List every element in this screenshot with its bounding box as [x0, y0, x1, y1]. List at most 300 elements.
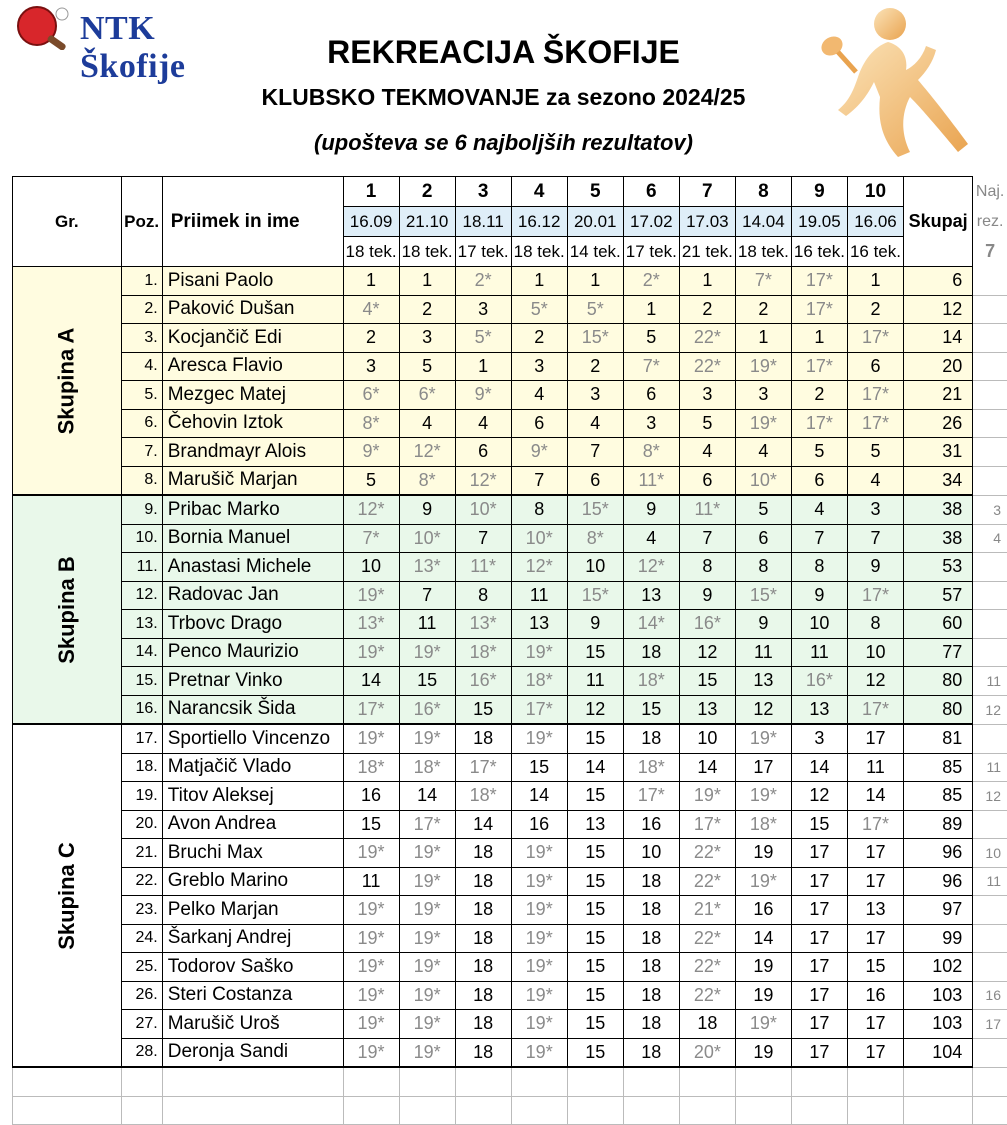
total-score: 89 — [904, 810, 973, 839]
round-result: 10 — [623, 839, 679, 868]
table-row — [13, 1010, 1007, 1039]
total-score: 12 — [904, 295, 973, 324]
round-result: 17* — [847, 324, 903, 353]
round-result: 7 — [455, 524, 511, 553]
best-result — [973, 324, 1007, 353]
total-score: 77 — [904, 638, 973, 667]
table-row — [13, 267, 1007, 296]
round-result: 17 — [791, 981, 847, 1010]
round-result: 19* — [735, 782, 791, 811]
round-result: 13 — [847, 896, 903, 925]
player-name: Aresca Flavio — [162, 352, 343, 381]
player-name: Penco Maurizio — [162, 638, 343, 667]
empty-cell — [567, 1096, 623, 1125]
round-result: 3 — [791, 724, 847, 753]
round-result: 1 — [399, 267, 455, 296]
position: 26. — [121, 981, 162, 1010]
total-score: 38 — [904, 495, 973, 524]
round-result: 19* — [343, 1010, 399, 1039]
round-result: 18* — [455, 782, 511, 811]
table-row — [13, 867, 1007, 896]
round-result: 17 — [847, 839, 903, 868]
round-result: 8* — [623, 438, 679, 467]
round-result: 15 — [847, 953, 903, 982]
empty-row — [13, 1067, 1007, 1096]
round-result: 10 — [343, 553, 399, 582]
empty-cell — [735, 1096, 791, 1125]
round-result: 8* — [399, 466, 455, 495]
round-result: 17 — [847, 924, 903, 953]
round-result: 8 — [791, 553, 847, 582]
player-name: Radovac Jan — [162, 581, 343, 610]
round-result: 13 — [679, 695, 735, 724]
round-result: 6 — [791, 466, 847, 495]
round-result: 9* — [343, 438, 399, 467]
empty-row — [13, 1096, 1007, 1125]
round-result: 6 — [735, 524, 791, 553]
round-result: 12* — [623, 553, 679, 582]
best-result: 17 — [973, 1010, 1007, 1039]
round-result: 15* — [567, 495, 623, 524]
round-result: 17* — [399, 810, 455, 839]
player-name: Pisani Paolo — [162, 267, 343, 296]
round-result: 19* — [511, 839, 567, 868]
empty-cell — [121, 1096, 162, 1125]
position: 12. — [121, 581, 162, 610]
player-name: Deronja Sandi — [162, 1038, 343, 1067]
round-result: 17* — [847, 381, 903, 410]
round-result: 2 — [511, 324, 567, 353]
table-row — [13, 553, 1007, 582]
table-row — [13, 1038, 1007, 1067]
empty-cell — [973, 1096, 1007, 1125]
round-result: 19* — [399, 867, 455, 896]
round-result: 18 — [623, 724, 679, 753]
player-name: Narancsik Šida — [162, 695, 343, 724]
total-score: 85 — [904, 753, 973, 782]
round-result: 10* — [399, 524, 455, 553]
round-result: 18 — [623, 981, 679, 1010]
best-result: 12 — [973, 695, 1007, 724]
position: 14. — [121, 638, 162, 667]
round-result: 19* — [511, 896, 567, 925]
best-result — [973, 638, 1007, 667]
round-result: 3 — [511, 352, 567, 381]
position: 2. — [121, 295, 162, 324]
round-result: 3 — [343, 352, 399, 381]
round-result: 3 — [623, 409, 679, 438]
round-result: 5* — [455, 324, 511, 353]
best-result — [973, 381, 1007, 410]
round-result: 12* — [511, 553, 567, 582]
round-date: 16.06 — [847, 207, 903, 237]
round-result: 18 — [455, 1010, 511, 1039]
table-row — [13, 466, 1007, 495]
empty-cell — [791, 1067, 847, 1096]
round-result: 11 — [791, 638, 847, 667]
table-row — [13, 324, 1007, 353]
round-result: 3 — [847, 495, 903, 524]
total-score: 99 — [904, 924, 973, 953]
round-result: 11 — [567, 667, 623, 696]
round-date: 21.10 — [399, 207, 455, 237]
empty-cell — [973, 1067, 1007, 1096]
round-result: 19* — [343, 924, 399, 953]
empty-cell — [343, 1067, 399, 1096]
round-result: 5 — [679, 409, 735, 438]
round-result: 7* — [623, 352, 679, 381]
round-result: 18 — [623, 896, 679, 925]
total-score: 104 — [904, 1038, 973, 1067]
round-result: 2 — [343, 324, 399, 353]
round-result: 19* — [343, 839, 399, 868]
round-result: 1 — [567, 267, 623, 296]
round-result: 15 — [399, 667, 455, 696]
header-best-label: rez. — [973, 207, 1007, 237]
round-result: 14 — [455, 810, 511, 839]
empty-cell — [791, 1096, 847, 1125]
table-row — [13, 924, 1007, 953]
empty-cell — [847, 1067, 903, 1096]
round-number: 10 — [847, 177, 903, 207]
round-result: 15* — [567, 324, 623, 353]
round-date: 17.02 — [623, 207, 679, 237]
round-result: 17* — [847, 695, 903, 724]
round-result: 17 — [847, 1038, 903, 1067]
round-result: 2 — [791, 381, 847, 410]
round-result: 15 — [567, 638, 623, 667]
round-result: 14 — [847, 782, 903, 811]
round-result: 14 — [735, 924, 791, 953]
player-name: Greblo Marino — [162, 867, 343, 896]
total-score: 97 — [904, 896, 973, 925]
round-result: 19* — [399, 638, 455, 667]
round-result: 12 — [735, 695, 791, 724]
round-result: 17 — [847, 1010, 903, 1039]
position: 7. — [121, 438, 162, 467]
round-result: 15 — [511, 753, 567, 782]
total-score: 14 — [904, 324, 973, 353]
round-result: 14 — [679, 753, 735, 782]
round-result: 18 — [623, 867, 679, 896]
round-result: 2 — [399, 295, 455, 324]
header-row-numbers — [13, 177, 1007, 207]
round-result: 15* — [567, 581, 623, 610]
round-result: 15 — [567, 1010, 623, 1039]
round-result: 8 — [455, 581, 511, 610]
round-result: 13 — [735, 667, 791, 696]
round-result: 11 — [399, 610, 455, 639]
empty-cell — [13, 1067, 122, 1096]
position: 10. — [121, 524, 162, 553]
round-result: 6 — [623, 381, 679, 410]
round-result: 15 — [567, 896, 623, 925]
round-result: 16* — [791, 667, 847, 696]
table-row — [13, 524, 1007, 553]
table-row — [13, 381, 1007, 410]
round-result: 5* — [567, 295, 623, 324]
best-result — [973, 610, 1007, 639]
round-result: 4 — [679, 438, 735, 467]
round-result: 19* — [343, 981, 399, 1010]
table-row — [13, 839, 1007, 868]
round-result: 15 — [623, 695, 679, 724]
round-result: 4 — [735, 438, 791, 467]
player-name: Trbovc Drago — [162, 610, 343, 639]
round-competitors: 17 tek. — [623, 237, 679, 267]
logo-text: NTK Škofije — [80, 10, 222, 86]
best-result: 4 — [973, 524, 1007, 553]
round-result: 13* — [455, 610, 511, 639]
round-result: 18 — [455, 867, 511, 896]
position: 23. — [121, 896, 162, 925]
round-result: 18* — [343, 753, 399, 782]
table-row — [13, 753, 1007, 782]
round-result: 9 — [735, 610, 791, 639]
round-result: 17 — [791, 953, 847, 982]
player-name: Bruchi Max — [162, 839, 343, 868]
position: 20. — [121, 810, 162, 839]
round-result: 7 — [399, 581, 455, 610]
total-score: 103 — [904, 981, 973, 1010]
round-result: 16 — [735, 896, 791, 925]
round-result: 15 — [567, 924, 623, 953]
round-result: 10* — [455, 495, 511, 524]
round-result: 8* — [343, 409, 399, 438]
round-result: 13 — [567, 810, 623, 839]
round-result: 9 — [679, 581, 735, 610]
round-result: 3 — [567, 381, 623, 410]
empty-cell — [162, 1067, 343, 1096]
round-result: 22* — [679, 953, 735, 982]
empty-cell — [343, 1096, 399, 1125]
round-result: 9* — [455, 381, 511, 410]
round-result: 9 — [623, 495, 679, 524]
total-score: 34 — [904, 466, 973, 495]
round-number: 6 — [623, 177, 679, 207]
table-row — [13, 953, 1007, 982]
round-number: 2 — [399, 177, 455, 207]
header-name: Priimek in ime — [162, 177, 343, 267]
round-result: 10 — [567, 553, 623, 582]
best-result — [973, 409, 1007, 438]
round-result: 3 — [455, 295, 511, 324]
round-result: 8 — [511, 495, 567, 524]
empty-cell — [735, 1067, 791, 1096]
round-result: 1 — [455, 352, 511, 381]
round-result: 17* — [679, 810, 735, 839]
round-result: 2* — [623, 267, 679, 296]
round-date: 18.11 — [455, 207, 511, 237]
player-name: Matjačič Vlado — [162, 753, 343, 782]
empty-cell — [162, 1096, 343, 1125]
round-date: 17.03 — [679, 207, 735, 237]
round-result: 19* — [511, 953, 567, 982]
group-label — [13, 267, 122, 496]
group-label — [13, 724, 122, 1067]
position: 4. — [121, 352, 162, 381]
round-result: 18* — [623, 667, 679, 696]
player-name: Marušič Marjan — [162, 466, 343, 495]
round-result: 4 — [567, 409, 623, 438]
round-number: 1 — [343, 177, 399, 207]
empty-cell — [679, 1067, 735, 1096]
position: 11. — [121, 553, 162, 582]
round-result: 19* — [511, 867, 567, 896]
player-name: Anastasi Michele — [162, 553, 343, 582]
position: 13. — [121, 610, 162, 639]
round-result: 4 — [791, 495, 847, 524]
round-result: 12* — [455, 466, 511, 495]
round-competitors: 14 tek. — [567, 237, 623, 267]
total-score: 31 — [904, 438, 973, 467]
round-result: 18 — [455, 839, 511, 868]
best-result — [973, 1038, 1007, 1067]
round-result: 19* — [511, 724, 567, 753]
round-result: 19* — [735, 1010, 791, 1039]
best-result: 16 — [973, 981, 1007, 1010]
round-result: 17* — [847, 581, 903, 610]
table-row — [13, 409, 1007, 438]
player-name: Todorov Saško — [162, 953, 343, 982]
round-result: 14 — [399, 782, 455, 811]
position: 8. — [121, 466, 162, 495]
empty-cell — [623, 1067, 679, 1096]
round-result: 19* — [399, 924, 455, 953]
round-competitors: 18 tek. — [511, 237, 567, 267]
empty-cell — [511, 1067, 567, 1096]
table-row — [13, 667, 1007, 696]
round-result: 1 — [847, 267, 903, 296]
round-result: 16* — [455, 667, 511, 696]
round-number: 9 — [791, 177, 847, 207]
round-result: 18 — [455, 924, 511, 953]
round-result: 19* — [511, 1010, 567, 1039]
best-result — [973, 810, 1007, 839]
position: 19. — [121, 782, 162, 811]
round-result: 19* — [343, 953, 399, 982]
total-score: 26 — [904, 409, 973, 438]
round-result: 11 — [511, 581, 567, 610]
round-result: 18* — [735, 810, 791, 839]
empty-cell — [847, 1096, 903, 1125]
position: 27. — [121, 1010, 162, 1039]
round-result: 16 — [343, 782, 399, 811]
round-result: 18* — [511, 667, 567, 696]
round-result: 19* — [735, 352, 791, 381]
round-result: 18 — [455, 981, 511, 1010]
empty-cell — [904, 1067, 973, 1096]
round-result: 22* — [679, 324, 735, 353]
results-table — [12, 176, 1007, 1125]
round-result: 22* — [679, 352, 735, 381]
round-result: 9 — [567, 610, 623, 639]
round-result: 13* — [343, 610, 399, 639]
round-result: 1 — [511, 267, 567, 296]
player-name: Čehovin Iztok — [162, 409, 343, 438]
group-label-text: Skupina C — [54, 842, 80, 950]
round-result: 13 — [623, 581, 679, 610]
page-title: REKREACIJA ŠKOFIJE — [0, 34, 1007, 71]
round-result: 19* — [511, 924, 567, 953]
empty-cell — [904, 1096, 973, 1125]
round-result: 18* — [399, 753, 455, 782]
round-result: 18* — [455, 638, 511, 667]
round-result: 18 — [623, 924, 679, 953]
position: 16. — [121, 695, 162, 724]
round-result: 15 — [343, 810, 399, 839]
table-row — [13, 438, 1007, 467]
player-name: Titov Aleksej — [162, 782, 343, 811]
round-result: 5 — [735, 495, 791, 524]
round-result: 7 — [567, 438, 623, 467]
round-result: 19* — [735, 867, 791, 896]
total-score: 80 — [904, 695, 973, 724]
round-result: 8 — [847, 610, 903, 639]
round-result: 12 — [847, 667, 903, 696]
player-name: Pribac Marko — [162, 495, 343, 524]
round-result: 19* — [735, 409, 791, 438]
empty-cell — [13, 1096, 122, 1125]
player-name: Bornia Manuel — [162, 524, 343, 553]
header-best-label: Naj. — [973, 177, 1007, 207]
round-result: 14 — [567, 753, 623, 782]
round-result: 19* — [343, 1038, 399, 1067]
best-result — [973, 924, 1007, 953]
player-name: Steri Costanza — [162, 981, 343, 1010]
round-date: 20.01 — [567, 207, 623, 237]
round-result: 4 — [399, 409, 455, 438]
round-result: 17* — [791, 295, 847, 324]
round-result: 18 — [455, 896, 511, 925]
total-score: 60 — [904, 610, 973, 639]
empty-cell — [455, 1067, 511, 1096]
empty-cell — [623, 1096, 679, 1125]
round-result: 11 — [343, 867, 399, 896]
round-result: 3 — [735, 381, 791, 410]
round-result: 6* — [399, 381, 455, 410]
round-result: 18 — [623, 1038, 679, 1067]
round-result: 19* — [343, 581, 399, 610]
total-score: 57 — [904, 581, 973, 610]
position: 25. — [121, 953, 162, 982]
round-result: 5 — [847, 438, 903, 467]
round-result: 18* — [623, 753, 679, 782]
page-note: (upošteva se 6 najboljših rezultatov) — [0, 130, 1007, 156]
round-result: 18 — [455, 953, 511, 982]
round-result: 19* — [343, 896, 399, 925]
player-name: Pretnar Vinko — [162, 667, 343, 696]
round-result: 19* — [511, 981, 567, 1010]
round-result: 19* — [399, 953, 455, 982]
player-name: Šarkanj Andrej — [162, 924, 343, 953]
best-result: 10 — [973, 839, 1007, 868]
round-competitors: 21 tek. — [679, 237, 735, 267]
round-result: 7 — [679, 524, 735, 553]
round-result: 6 — [567, 466, 623, 495]
round-result: 5 — [791, 438, 847, 467]
round-result: 4 — [511, 381, 567, 410]
round-result: 15 — [567, 724, 623, 753]
header-best-value: 7 — [973, 237, 1007, 267]
round-result: 11 — [735, 638, 791, 667]
round-result: 18 — [623, 953, 679, 982]
best-result — [973, 553, 1007, 582]
round-result: 5 — [343, 466, 399, 495]
round-result: 7* — [343, 524, 399, 553]
round-result: 19 — [735, 953, 791, 982]
round-result: 14 — [791, 753, 847, 782]
